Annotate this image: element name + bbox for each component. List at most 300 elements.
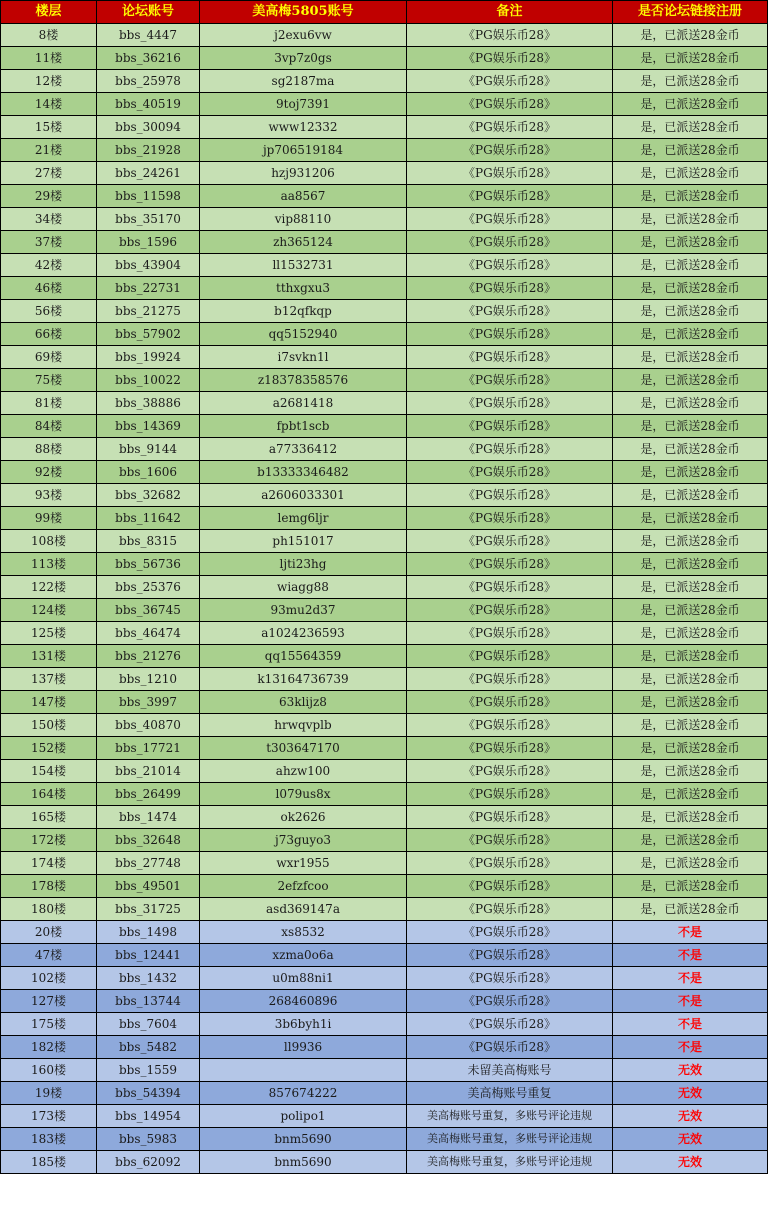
cell-mgm-account: lemg6ljr [200, 507, 407, 530]
cell-forum-account: bbs_35170 [97, 208, 200, 231]
table-row [1, 139, 768, 162]
cell-status: 是，已派送28金币 [613, 162, 768, 185]
cell-status: 是，已派送28金币 [613, 530, 768, 553]
cell-mgm-account: tthxgxu3 [200, 277, 407, 300]
cell-floor: 183楼 [1, 1128, 97, 1151]
cell-note: 《PG娱乐币28》 [407, 1036, 613, 1059]
table-row [1, 691, 768, 714]
cell-mgm-account: z18378358576 [200, 369, 407, 392]
table-row [1, 852, 768, 875]
cell-floor: 46楼 [1, 277, 97, 300]
cell-status: 不是 [613, 1036, 768, 1059]
cell-note: 《PG娱乐币28》 [407, 944, 613, 967]
cell-forum-account: bbs_1559 [97, 1059, 200, 1082]
cell-note: 《PG娱乐币28》 [407, 254, 613, 277]
table-row [1, 576, 768, 599]
table-row [1, 323, 768, 346]
cell-note: 《PG娱乐币28》 [407, 346, 613, 369]
cell-mgm-account: u0m88ni1 [200, 967, 407, 990]
cell-status: 是，已派送28金币 [613, 553, 768, 576]
cell-forum-account: bbs_30094 [97, 116, 200, 139]
table-row [1, 783, 768, 806]
cell-mgm-account: www12332 [200, 116, 407, 139]
cell-status: 是，已派送28金币 [613, 783, 768, 806]
cell-status: 是，已派送28金币 [613, 461, 768, 484]
cell-mgm-account: aa8567 [200, 185, 407, 208]
cell-mgm-account: k13164736739 [200, 668, 407, 691]
cell-forum-account: bbs_21276 [97, 645, 200, 668]
cell-mgm-account: vip88110 [200, 208, 407, 231]
cell-forum-account: bbs_56736 [97, 553, 200, 576]
table-row [1, 875, 768, 898]
table-row [1, 93, 768, 116]
table-row [1, 806, 768, 829]
cell-status: 是，已派送28金币 [613, 300, 768, 323]
cell-mgm-account: 63klijz8 [200, 691, 407, 714]
cell-forum-account: bbs_46474 [97, 622, 200, 645]
cell-note: 《PG娱乐币28》 [407, 47, 613, 70]
table-row [1, 1059, 768, 1082]
cell-floor: 42楼 [1, 254, 97, 277]
cell-floor: 113楼 [1, 553, 97, 576]
cell-floor: 102楼 [1, 967, 97, 990]
table-row [1, 530, 768, 553]
cell-floor: 131楼 [1, 645, 97, 668]
cell-status: 是，已派送28金币 [613, 622, 768, 645]
cell-floor: 14楼 [1, 93, 97, 116]
cell-forum-account: bbs_11642 [97, 507, 200, 530]
cell-mgm-account: j2exu6vw [200, 24, 407, 47]
cell-note: 《PG娱乐币28》 [407, 438, 613, 461]
cell-status: 是，已派送28金币 [613, 139, 768, 162]
cell-status: 是，已派送28金币 [613, 208, 768, 231]
cell-mgm-account: a2681418 [200, 392, 407, 415]
cell-mgm-account: b12qfkqp [200, 300, 407, 323]
cell-forum-account: bbs_14369 [97, 415, 200, 438]
cell-mgm-account: 857674222 [200, 1082, 407, 1105]
cell-floor: 127楼 [1, 990, 97, 1013]
cell-mgm-account: qq5152940 [200, 323, 407, 346]
table-row [1, 300, 768, 323]
cell-floor: 160楼 [1, 1059, 97, 1082]
table-row [1, 668, 768, 691]
cell-mgm-account: ll1532731 [200, 254, 407, 277]
cell-floor: 182楼 [1, 1036, 97, 1059]
cell-floor: 75楼 [1, 369, 97, 392]
table-row [1, 599, 768, 622]
cell-floor: 27楼 [1, 162, 97, 185]
cell-forum-account: bbs_1432 [97, 967, 200, 990]
cell-forum-account: bbs_1210 [97, 668, 200, 691]
cell-floor: 172楼 [1, 829, 97, 852]
cell-mgm-account: bnm5690 [200, 1151, 407, 1174]
cell-forum-account: bbs_38886 [97, 392, 200, 415]
cell-note: 《PG娱乐币28》 [407, 1013, 613, 1036]
cell-note: 《PG娱乐币28》 [407, 760, 613, 783]
cell-mgm-account: xzma0o6a [200, 944, 407, 967]
cell-note: 美高梅账号重复，多账号评论违规 [407, 1128, 613, 1151]
table-row [1, 369, 768, 392]
cell-forum-account: bbs_1606 [97, 461, 200, 484]
header-floor: 楼层 [1, 1, 97, 24]
cell-mgm-account: t303647170 [200, 737, 407, 760]
cell-mgm-account: sg2187ma [200, 70, 407, 93]
header-forum-account: 论坛账号 [97, 1, 200, 24]
cell-mgm-account: ljti23hg [200, 553, 407, 576]
cell-status: 是，已派送28金币 [613, 829, 768, 852]
cell-floor: 154楼 [1, 760, 97, 783]
cell-note: 《PG娱乐币28》 [407, 24, 613, 47]
cell-mgm-account: b13333346482 [200, 461, 407, 484]
cell-forum-account: bbs_21275 [97, 300, 200, 323]
cell-floor: 12楼 [1, 70, 97, 93]
cell-status: 是，已派送28金币 [613, 484, 768, 507]
table-row [1, 162, 768, 185]
cell-forum-account: bbs_10022 [97, 369, 200, 392]
cell-mgm-account: 93mu2d37 [200, 599, 407, 622]
cell-note: 《PG娱乐币28》 [407, 691, 613, 714]
table-row [1, 1128, 768, 1151]
cell-forum-account: bbs_22731 [97, 277, 200, 300]
cell-note: 《PG娱乐币28》 [407, 737, 613, 760]
table-row [1, 208, 768, 231]
table-row [1, 944, 768, 967]
cell-note: 《PG娱乐币28》 [407, 875, 613, 898]
cell-note: 《PG娱乐币28》 [407, 806, 613, 829]
cell-floor: 84楼 [1, 415, 97, 438]
cell-forum-account: bbs_36216 [97, 47, 200, 70]
cell-status: 是，已派送28金币 [613, 277, 768, 300]
cell-status: 无效 [613, 1059, 768, 1082]
cell-floor: 19楼 [1, 1082, 97, 1105]
cell-floor: 152楼 [1, 737, 97, 760]
cell-note: 《PG娱乐币28》 [407, 599, 613, 622]
cell-status: 是，已派送28金币 [613, 691, 768, 714]
cell-floor: 93楼 [1, 484, 97, 507]
cell-status: 是，已派送28金币 [613, 47, 768, 70]
cell-mgm-account: l079us8x [200, 783, 407, 806]
cell-forum-account: bbs_7604 [97, 1013, 200, 1036]
cell-floor: 178楼 [1, 875, 97, 898]
cell-status: 不是 [613, 944, 768, 967]
cell-mgm-account: j73guyo3 [200, 829, 407, 852]
cell-note: 《PG娱乐币28》 [407, 668, 613, 691]
cell-note: 《PG娱乐币28》 [407, 116, 613, 139]
cell-floor: 92楼 [1, 461, 97, 484]
table-row [1, 231, 768, 254]
cell-status: 是，已派送28金币 [613, 93, 768, 116]
cell-floor: 137楼 [1, 668, 97, 691]
cell-status: 无效 [613, 1128, 768, 1151]
cell-floor: 175楼 [1, 1013, 97, 1036]
cell-note: 未留美高梅账号 [407, 1059, 613, 1082]
cell-forum-account: bbs_32682 [97, 484, 200, 507]
table-row [1, 645, 768, 668]
cell-mgm-account: ahzw100 [200, 760, 407, 783]
cell-forum-account: bbs_57902 [97, 323, 200, 346]
cell-floor: 29楼 [1, 185, 97, 208]
table-row [1, 277, 768, 300]
cell-mgm-account: zh365124 [200, 231, 407, 254]
cell-note: 《PG娱乐币28》 [407, 369, 613, 392]
cell-floor: 124楼 [1, 599, 97, 622]
cell-status: 是，已派送28金币 [613, 645, 768, 668]
table-row [1, 967, 768, 990]
cell-status: 不是 [613, 967, 768, 990]
cell-note: 《PG娱乐币28》 [407, 530, 613, 553]
cell-status: 不是 [613, 921, 768, 944]
cell-forum-account: bbs_24261 [97, 162, 200, 185]
cell-note: 《PG娱乐币28》 [407, 323, 613, 346]
cell-note: 《PG娱乐币28》 [407, 70, 613, 93]
cell-note: 《PG娱乐币28》 [407, 415, 613, 438]
cell-forum-account: bbs_40870 [97, 714, 200, 737]
cell-mgm-account: bnm5690 [200, 1128, 407, 1151]
table-row [1, 1151, 768, 1174]
cell-forum-account: bbs_40519 [97, 93, 200, 116]
cell-forum-account: bbs_5983 [97, 1128, 200, 1151]
cell-floor: 185楼 [1, 1151, 97, 1174]
table-row [1, 415, 768, 438]
cell-mgm-account: 3b6byh1i [200, 1013, 407, 1036]
cell-note: 《PG娱乐币28》 [407, 392, 613, 415]
cell-floor: 173楼 [1, 1105, 97, 1128]
cell-floor: 108楼 [1, 530, 97, 553]
cell-status: 是，已派送28金币 [613, 760, 768, 783]
cell-status: 是，已派送28金币 [613, 415, 768, 438]
cell-status: 是，已派送28金币 [613, 392, 768, 415]
cell-forum-account: bbs_54394 [97, 1082, 200, 1105]
cell-floor: 150楼 [1, 714, 97, 737]
header-mgm-account: 美高梅5805账号 [200, 1, 407, 24]
table-row [1, 1036, 768, 1059]
cell-floor: 174楼 [1, 852, 97, 875]
cell-status: 是，已派送28金币 [613, 116, 768, 139]
cell-floor: 147楼 [1, 691, 97, 714]
cell-floor: 66楼 [1, 323, 97, 346]
cell-mgm-account: jp706519184 [200, 139, 407, 162]
table-row [1, 990, 768, 1013]
cell-forum-account: bbs_8315 [97, 530, 200, 553]
cell-floor: 11楼 [1, 47, 97, 70]
cell-mgm-account: a77336412 [200, 438, 407, 461]
cell-note: 《PG娱乐币28》 [407, 185, 613, 208]
table-row [1, 760, 768, 783]
cell-status: 不是 [613, 1013, 768, 1036]
cell-note: 《PG娱乐币28》 [407, 576, 613, 599]
cell-note: 《PG娱乐币28》 [407, 277, 613, 300]
cell-forum-account: bbs_49501 [97, 875, 200, 898]
cell-forum-account: bbs_25978 [97, 70, 200, 93]
cell-note: 《PG娱乐币28》 [407, 852, 613, 875]
cell-status: 是，已派送28金币 [613, 346, 768, 369]
cell-mgm-account: ll9936 [200, 1036, 407, 1059]
cell-mgm-account: asd369147a [200, 898, 407, 921]
table-row [1, 346, 768, 369]
table-row [1, 921, 768, 944]
cell-status: 是，已派送28金币 [613, 254, 768, 277]
cell-status: 是，已派送28金币 [613, 369, 768, 392]
cell-mgm-account: a1024236593 [200, 622, 407, 645]
cell-forum-account: bbs_32648 [97, 829, 200, 852]
cell-forum-account: bbs_5482 [97, 1036, 200, 1059]
cell-mgm-account: 268460896 [200, 990, 407, 1013]
cell-status: 是，已派送28金币 [613, 70, 768, 93]
table-row [1, 484, 768, 507]
cell-forum-account: bbs_43904 [97, 254, 200, 277]
cell-mgm-account: hzj931206 [200, 162, 407, 185]
cell-note: 《PG娱乐币28》 [407, 231, 613, 254]
table-row [1, 737, 768, 760]
cell-note: 美高梅账号重复 [407, 1082, 613, 1105]
cell-note: 《PG娱乐币28》 [407, 783, 613, 806]
cell-forum-account: bbs_25376 [97, 576, 200, 599]
cell-note: 《PG娱乐币28》 [407, 622, 613, 645]
cell-status: 是，已派送28金币 [613, 898, 768, 921]
cell-forum-account: bbs_3997 [97, 691, 200, 714]
table-row [1, 461, 768, 484]
table-row [1, 898, 768, 921]
cell-floor: 99楼 [1, 507, 97, 530]
table-row [1, 1105, 768, 1128]
cell-forum-account: bbs_26499 [97, 783, 200, 806]
cell-mgm-account: a2606033301 [200, 484, 407, 507]
cell-forum-account: bbs_36745 [97, 599, 200, 622]
table-row [1, 829, 768, 852]
cell-status: 是，已派送28金币 [613, 737, 768, 760]
cell-forum-account: bbs_17721 [97, 737, 200, 760]
cell-status: 是，已派送28金币 [613, 875, 768, 898]
cell-forum-account: bbs_12441 [97, 944, 200, 967]
cell-floor: 34楼 [1, 208, 97, 231]
cell-note: 《PG娱乐币28》 [407, 162, 613, 185]
cell-status: 是，已派送28金币 [613, 806, 768, 829]
cell-floor: 165楼 [1, 806, 97, 829]
cell-mgm-account: xs8532 [200, 921, 407, 944]
cell-floor: 21楼 [1, 139, 97, 162]
cell-note: 《PG娱乐币28》 [407, 898, 613, 921]
cell-forum-account: bbs_21014 [97, 760, 200, 783]
table-row [1, 553, 768, 576]
cell-forum-account: bbs_62092 [97, 1151, 200, 1174]
table-row [1, 1013, 768, 1036]
cell-floor: 164楼 [1, 783, 97, 806]
cell-forum-account: bbs_31725 [97, 898, 200, 921]
cell-mgm-account: qq15564359 [200, 645, 407, 668]
cell-note: 《PG娱乐币28》 [407, 990, 613, 1013]
cell-forum-account: bbs_4447 [97, 24, 200, 47]
cell-status: 无效 [613, 1105, 768, 1128]
cell-mgm-account: i7svkn1l [200, 346, 407, 369]
cell-floor: 81楼 [1, 392, 97, 415]
cell-status: 是，已派送28金币 [613, 507, 768, 530]
table-row [1, 116, 768, 139]
cell-forum-account: bbs_9144 [97, 438, 200, 461]
cell-floor: 180楼 [1, 898, 97, 921]
cell-note: 《PG娱乐币28》 [407, 645, 613, 668]
header-note: 备注 [407, 1, 613, 24]
cell-mgm-account: 3vp7z0gs [200, 47, 407, 70]
cell-mgm-account: hrwqvplb [200, 714, 407, 737]
cell-note: 《PG娱乐币28》 [407, 714, 613, 737]
cell-note: 《PG娱乐币28》 [407, 139, 613, 162]
table-row [1, 254, 768, 277]
cell-floor: 47楼 [1, 944, 97, 967]
cell-mgm-account [200, 1059, 407, 1082]
cell-status: 无效 [613, 1151, 768, 1174]
cell-status: 是，已派送28金币 [613, 852, 768, 875]
cell-status: 是，已派送28金币 [613, 323, 768, 346]
cell-floor: 20楼 [1, 921, 97, 944]
cell-status: 是，已派送28金币 [613, 576, 768, 599]
table-row [1, 185, 768, 208]
cell-mgm-account: polipo1 [200, 1105, 407, 1128]
cell-note: 美高梅账号重复，多账号评论违规 [407, 1105, 613, 1128]
cell-forum-account: bbs_27748 [97, 852, 200, 875]
cell-forum-account: bbs_19924 [97, 346, 200, 369]
cell-status: 是，已派送28金币 [613, 24, 768, 47]
cell-status: 不是 [613, 990, 768, 1013]
cell-forum-account: bbs_14954 [97, 1105, 200, 1128]
cell-note: 《PG娱乐币28》 [407, 921, 613, 944]
cell-note: 《PG娱乐币28》 [407, 208, 613, 231]
cell-mgm-account: 2efzfcoo [200, 875, 407, 898]
table-row [1, 622, 768, 645]
cell-status: 是，已派送28金币 [613, 714, 768, 737]
cell-note: 《PG娱乐币28》 [407, 967, 613, 990]
table-row [1, 1082, 768, 1105]
cell-status: 是，已派送28金币 [613, 668, 768, 691]
header-row [1, 1, 768, 24]
cell-note: 《PG娱乐币28》 [407, 553, 613, 576]
table-row [1, 47, 768, 70]
cell-floor: 37楼 [1, 231, 97, 254]
cell-status: 无效 [613, 1082, 768, 1105]
cell-mgm-account: wiagg88 [200, 576, 407, 599]
table-body [1, 24, 768, 1174]
cell-note: 美高梅账号重复，多账号评论违规 [407, 1151, 613, 1174]
cell-mgm-account: wxr1955 [200, 852, 407, 875]
cell-note: 《PG娱乐币28》 [407, 461, 613, 484]
cell-floor: 125楼 [1, 622, 97, 645]
cell-forum-account: bbs_11598 [97, 185, 200, 208]
cell-floor: 56楼 [1, 300, 97, 323]
table-row [1, 24, 768, 47]
cell-mgm-account: ok2626 [200, 806, 407, 829]
cell-mgm-account: 9toj7391 [200, 93, 407, 116]
header-registered: 是否论坛链接注册 [613, 1, 768, 24]
cell-floor: 88楼 [1, 438, 97, 461]
cell-forum-account: bbs_1498 [97, 921, 200, 944]
cell-floor: 69楼 [1, 346, 97, 369]
cell-note: 《PG娱乐币28》 [407, 300, 613, 323]
cell-note: 《PG娱乐币28》 [407, 484, 613, 507]
cell-floor: 122楼 [1, 576, 97, 599]
cell-floor: 15楼 [1, 116, 97, 139]
cell-forum-account: bbs_1596 [97, 231, 200, 254]
table-row [1, 392, 768, 415]
cell-status: 是，已派送28金币 [613, 185, 768, 208]
cell-mgm-account: fpbt1scb [200, 415, 407, 438]
cell-note: 《PG娱乐币28》 [407, 93, 613, 116]
table-row [1, 70, 768, 93]
cell-status: 是，已派送28金币 [613, 231, 768, 254]
cell-status: 是，已派送28金币 [613, 599, 768, 622]
cell-forum-account: bbs_21928 [97, 139, 200, 162]
cell-floor: 8楼 [1, 24, 97, 47]
table-row [1, 438, 768, 461]
cell-forum-account: bbs_1474 [97, 806, 200, 829]
